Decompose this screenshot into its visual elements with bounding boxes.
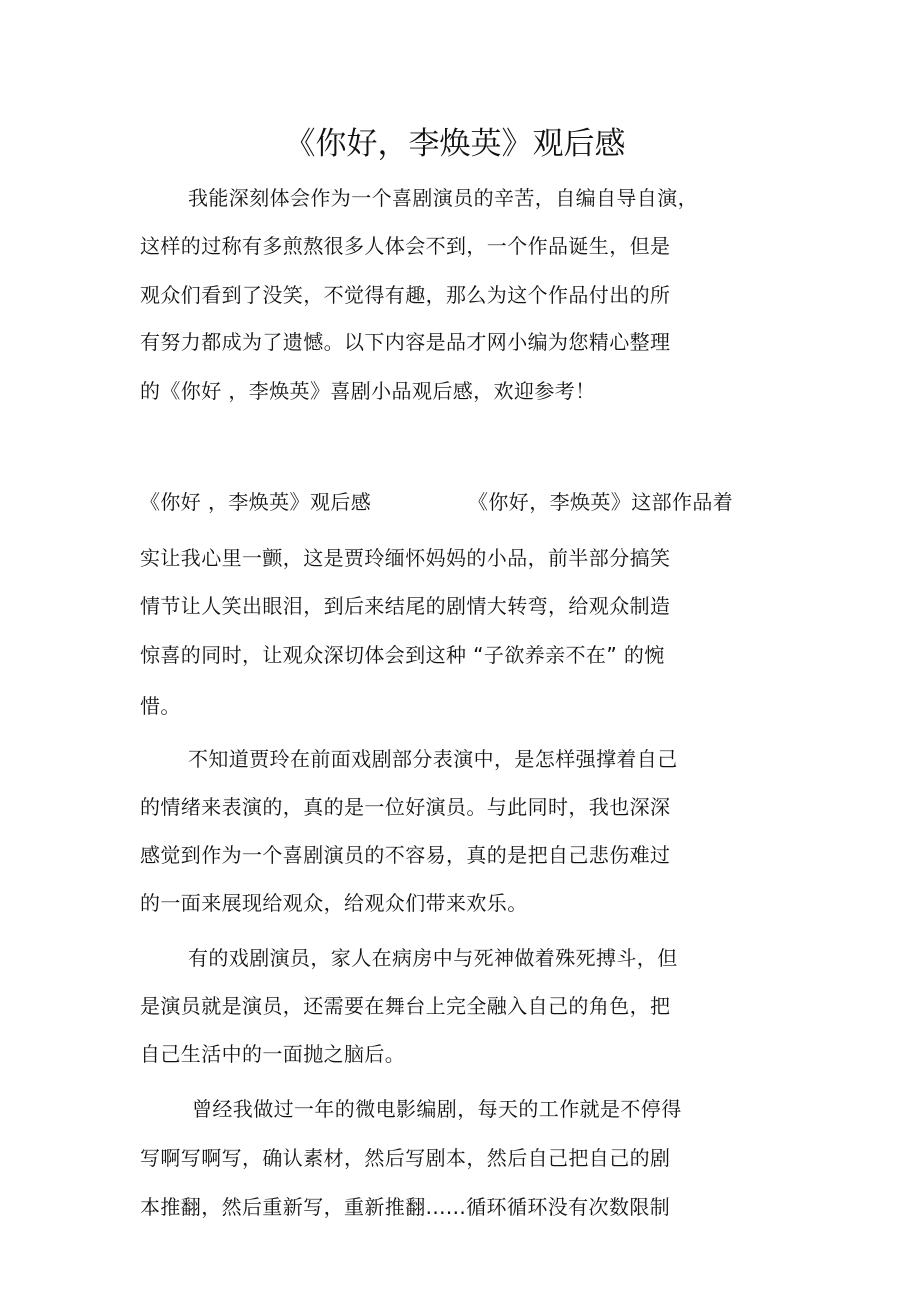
paragraph-line: 是演员就是演员，还需要在舞台上完全融入自己的角色，把 [140,994,671,1018]
paragraph-line: 的情绪来表演的，真的是一位好演员。与此同时，我也深深 [140,795,671,819]
paragraph-line: 曾经我做过一年的微电影编剧，每天的工作就是不停得 [192,1097,682,1121]
paragraph-line: 的一面来展现给观众，给观众们带来欢乐。 [140,891,528,915]
paragraph-line: 自己生活中的一面抛之脑后。 [140,1042,406,1066]
paragraph-line: 写啊写啊写，确认素材，然后写剧本，然后自己把自己的剧 [140,1146,671,1170]
document-title: 《你好，李焕英》观后感 [284,126,626,162]
intro-line: 有努力都成为了遗憾。以下内容是品才网小编为您精心整理 [140,330,671,354]
intro-line: 我能深刻体会作为一个喜剧演员的辛苦，自编自导自演， [188,186,698,210]
paragraph-line: 实让我心里一颤，这是贾玲缅怀妈妈的小品，前半部分搞笑 [140,546,671,570]
paragraph-line: 本推翻，然后重新写，重新推翻......循环循环没有次数限制 [140,1195,671,1219]
section-heading: 《你好 ，李焕英》观后感 [140,490,372,514]
paragraph-line: 感觉到作为一个喜剧演员的不容易，真的是把自己悲伤难过 [140,843,671,867]
intro-line: 的《你好 ，李焕英》喜剧小品观后感，欢迎参考！ [140,379,596,403]
section-first-line: 《你好，李焕英》这部作品着 [468,490,734,514]
paragraph-line: 不知道贾玲在前面戏剧部分表演中，是怎样强撑着自己 [188,747,678,771]
paragraph-line: 有的戏剧演员，家人在病房中与死神做着殊死搏斗，但 [188,946,678,970]
intro-line: 这样的过称有多煎熬很多人体会不到，一个作品诞生，但是 [140,234,671,258]
paragraph-line: 情节让人笑出眼泪，到后来结尾的剧情大转弯，给观众制造 [140,594,671,618]
intro-line: 观众们看到了没笑，不觉得有趣，那么为这个作品付出的所 [140,283,671,307]
paragraph-line: 惜。 [140,694,181,718]
paragraph-line: 惊喜的同时，让观众深切体会到这种 “子欲养亲不在” 的惋 [140,643,665,667]
